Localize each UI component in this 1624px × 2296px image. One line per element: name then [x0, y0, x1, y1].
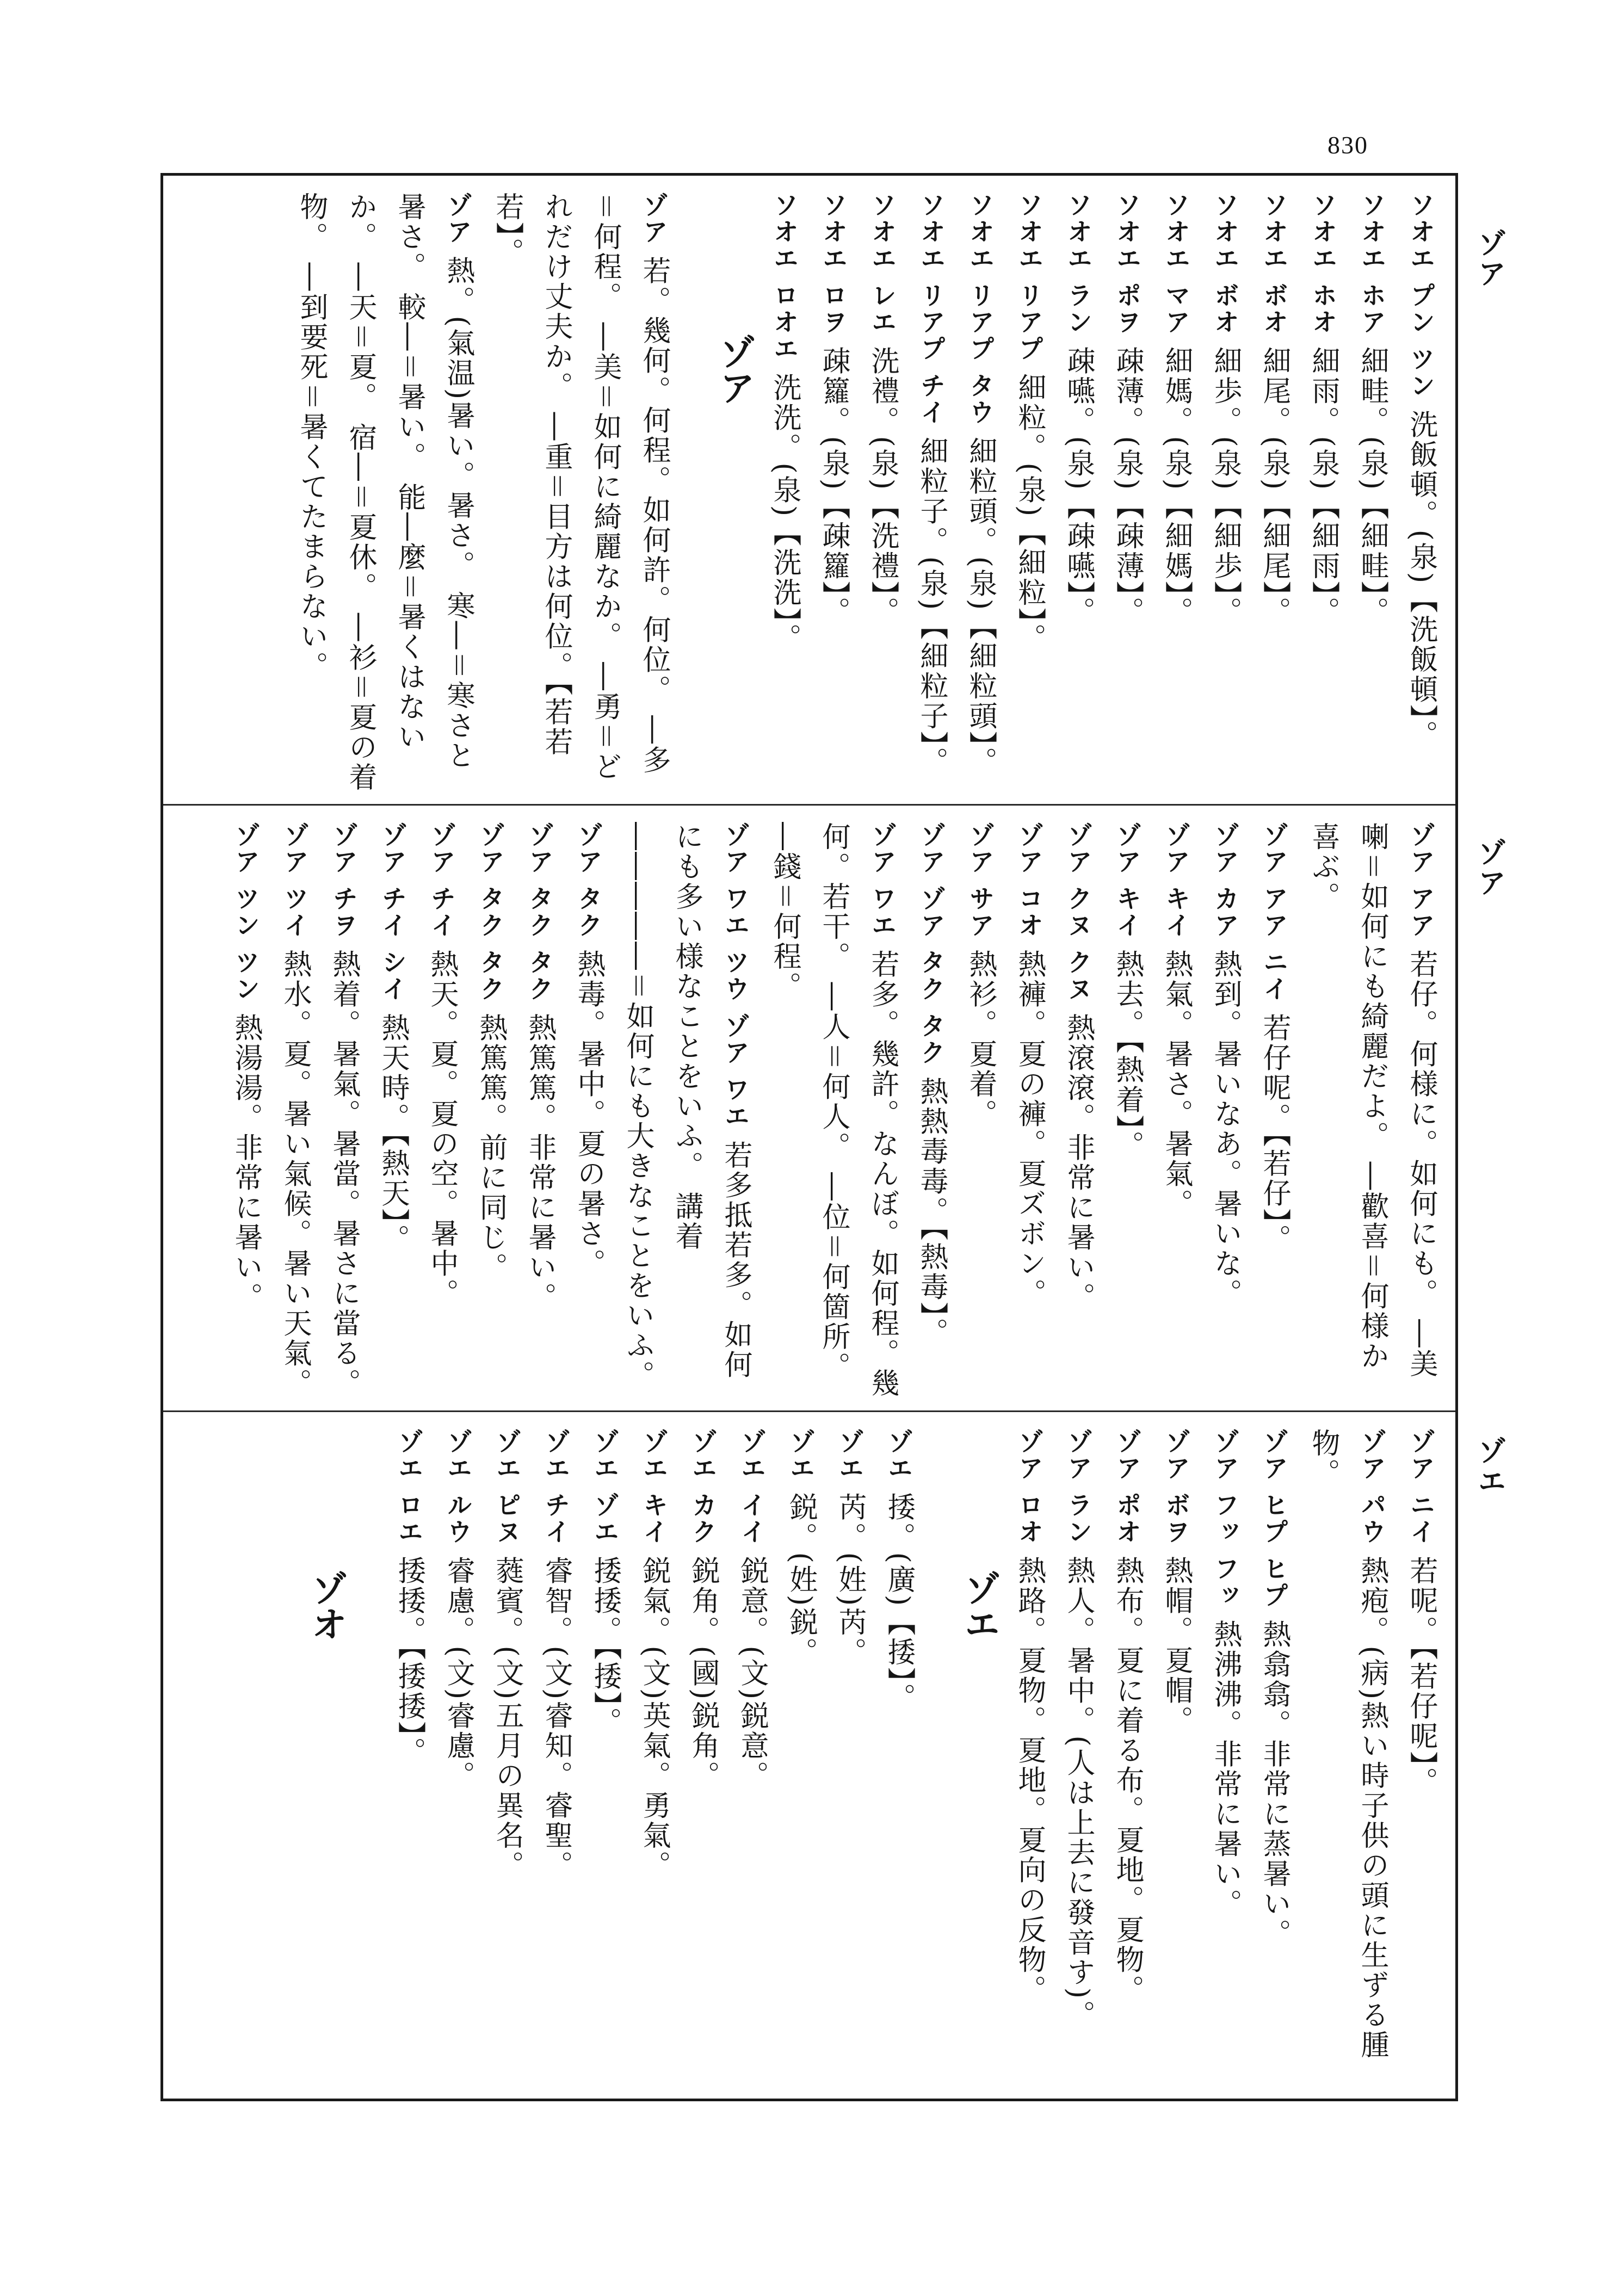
entry-definition: 洗洗。(泉)【洗洗】。 — [768, 373, 801, 654]
entry-headword: ゾエ — [884, 1428, 913, 1482]
entry-headword: ゾア ポオ — [1113, 1428, 1142, 1546]
entry-definition: 若仔。何様に。如何にも。 ―美喇＝如何にも綺麗だよ。 ―歡喜＝何様か喜ぶ。 — [1307, 822, 1437, 1379]
entry-definition: 熱毒。暑中。夏の暑さ。 — [572, 949, 605, 1279]
running-head-bottom: ゾエ — [1473, 1436, 1506, 1497]
entry-definition: 熱沸沸。非常に暑い。 — [1209, 1619, 1242, 1919]
entry-definition: 熱帽。夏帽。 — [1160, 1556, 1193, 1736]
entry-headword: ソオエ プン ツン — [1406, 192, 1436, 400]
entry-definition: 熱衫。夏着。 — [964, 949, 997, 1129]
dictionary-entry — [1348, 192, 1397, 794]
dictionary-entry — [221, 822, 270, 1401]
running-head-top: ゾア — [1473, 228, 1506, 289]
dictionary-entry — [907, 192, 956, 794]
dictionary-entry — [1103, 1428, 1152, 2089]
entry-headword: ゾア ツン ツン — [231, 822, 261, 1003]
entry-headword: ゾア クヌ クヌ — [1064, 822, 1093, 1003]
entry-definition: 熱着。暑氣。暑當。暑さに當る。 — [328, 949, 360, 1398]
entry-definition: 熱去。【熱着】。 — [1111, 949, 1144, 1161]
entry-headword: ゾア ツイ — [280, 822, 310, 939]
entry-headword: ゾア チイ — [427, 822, 456, 939]
entry-headword: ゾア フッ フッ — [1211, 1428, 1240, 1610]
entry-headword: ゾア キイ — [1162, 822, 1191, 939]
entry-definition: 細尾。(泉)【細尾】。 — [1258, 346, 1290, 627]
entry-headword: ソオエ ラン — [1064, 192, 1093, 336]
section-heading: ゾオ — [305, 1570, 347, 1642]
entry-headword: ゾエ ルウ — [443, 1428, 473, 1546]
entry-headword: ゾア アア ニイ — [1259, 822, 1289, 1003]
entry-headword: ソオエ リアプ タウ — [966, 192, 995, 426]
dictionary-entry — [417, 822, 466, 1401]
dictionary-entry — [319, 822, 368, 1401]
dictionary-entry — [1103, 822, 1152, 1401]
section-heading: ゾア — [713, 333, 755, 405]
entry-definition: 芮。(姓)芮。 — [833, 1492, 866, 1668]
dictionary-entry — [613, 822, 760, 1401]
entry-definition: 熱到。暑いなあ。暑いな。 — [1209, 949, 1242, 1309]
entry-headword: ソオエ ロオエ — [770, 192, 799, 363]
entry-definition: 洗禮。(泉)【洗禮】。 — [866, 346, 899, 627]
entry-definition: 睿智。(文)睿知。睿聖。 — [540, 1556, 572, 1881]
entry-headword: ソオエ マア — [1162, 192, 1191, 336]
entry-definition: 熱水。夏。暑い氣候。暑い天氣。 — [279, 949, 311, 1398]
dictionary-entry — [760, 822, 907, 1401]
entry-headword: ゾア ラン — [1064, 1428, 1093, 1546]
entry-headword: ゾエ ピヌ — [492, 1428, 522, 1546]
entry-headword: ゾア タク — [574, 822, 603, 939]
dictionary-entry — [1054, 1428, 1103, 2089]
entry-headword: ゾエ カク — [688, 1428, 718, 1546]
dictionary-entry — [1397, 192, 1446, 794]
entry-headword: ソオエ ポヲ — [1113, 192, 1142, 336]
page-frame — [160, 173, 1458, 2101]
entry-headword: ゾエ — [835, 1428, 865, 1482]
entry-definition: 細畦。(泉)【細畦】。 — [1356, 346, 1388, 627]
entry-headword: ソオエ ボオ — [1211, 192, 1240, 336]
entry-definition: 細粒頭。(泉)【細粒頭】。 — [964, 436, 997, 777]
dictionary-entry — [956, 192, 1005, 794]
entry-definition: 睿慮。(文)睿慮。 — [442, 1556, 474, 1791]
entry-definition: 捼捼。【捼】。 — [589, 1556, 621, 1737]
entry-definition: 鋭。(姓)鋭。 — [785, 1492, 817, 1668]
entry-definition: 蕤賓。(文)五月の異名。 — [491, 1556, 523, 1881]
entry-definition: 洗飯頓。(泉)【洗飯頓】。 — [1405, 410, 1437, 751]
entry-headword: ゾア パウ — [1357, 1428, 1387, 1546]
entry-definition: 熱湯湯。非常に暑い。 — [230, 1013, 262, 1313]
entry-headword: ゾア タク タク — [525, 822, 554, 1003]
section-heading: ゾエ — [958, 1570, 1000, 1642]
dictionary-entry — [678, 1428, 727, 2089]
dictionary-entry — [466, 822, 515, 1401]
band-1 — [163, 176, 1455, 804]
entry-headword: ゾエ ゾエ — [590, 1428, 620, 1546]
running-head-middle: ゾア — [1473, 838, 1506, 899]
dictionary-entry — [1299, 192, 1348, 794]
entry-definition: 細雨。(泉)【細雨】。 — [1307, 346, 1339, 627]
band-1-columns — [173, 192, 1446, 794]
dictionary-entry — [956, 822, 1005, 1401]
entry-headword: ゾア コオ — [1015, 822, 1044, 939]
entry-headword: ゾア ゾア タク タク — [917, 822, 946, 1067]
entry-definition: 熱疱。(病)熱い時子供の頭に生ずる腫物。 — [1307, 1428, 1388, 2060]
entry-definition: 熱熱毒毒。【熱毒】。 — [915, 1076, 948, 1348]
entry-headword: ゾエ イイ — [737, 1428, 767, 1546]
dictionary-entry — [1250, 192, 1299, 794]
dictionary-entry — [1054, 822, 1103, 1401]
entry-headword: ソオエ ボオ — [1259, 192, 1289, 336]
entry-definition: 疎籮。(泉)【疎籮】。 — [817, 346, 850, 627]
entry-headword: ソオエ ホオ — [1308, 192, 1338, 336]
entry-definition: 若呢。【若仔呢】。 — [1405, 1556, 1437, 1797]
entry-definition: 捼捼。【捼捼】。 — [393, 1556, 425, 1767]
dictionary-entry — [727, 1428, 776, 2089]
entry-definition: 疎嚥。(泉)【疎嚥】。 — [1062, 346, 1095, 627]
entry-headword: ソオエ リアプ — [1015, 192, 1044, 363]
dictionary-entry — [581, 1428, 629, 2089]
entry-headword: ゾア ワエ ツウ ゾア ワエ — [721, 822, 750, 1130]
dictionary-entry — [564, 822, 613, 1401]
dictionary-entry — [1152, 192, 1201, 794]
dictionary-entry — [874, 1428, 923, 2089]
dictionary-entry — [1201, 192, 1250, 794]
entry-definition: 熱。(氣温)暑い。暑さ。 寒―＝寒さと暑さ。 較―＝暑い。 能―麼＝暑くはないか。 ―天＝夏。 宿―＝夏休。 ―衫＝夏の着物。 ―到要死＝暑くてたまらない。 — [295, 192, 474, 793]
entry-definition: 熱褲。夏の褲。夏ズボン。 — [1013, 949, 1046, 1309]
column-gap — [352, 1428, 385, 2089]
dictionary-entry — [1054, 192, 1103, 794]
entry-headword: ゾア サア — [966, 822, 995, 939]
entry-definition: 鋭意。(文)鋭意。 — [736, 1556, 768, 1791]
entry-definition: 鋭角。(國)鋭角。 — [687, 1556, 719, 1791]
entry-headword: ゾエ キイ — [639, 1428, 669, 1546]
entry-definition: 熱篤篤。前に同じ。 — [474, 1013, 507, 1283]
dictionary-entry — [825, 1428, 874, 2089]
entry-headword: ゾア — [443, 192, 473, 245]
entry-headword: ゾア ワエ — [868, 822, 897, 939]
band-2-columns — [173, 822, 1446, 1401]
dictionary-entry — [1299, 822, 1446, 1401]
entry-headword: ゾエ — [786, 1428, 816, 1482]
entry-headword: ソオエ レエ — [868, 192, 897, 336]
dictionary-entry — [515, 822, 564, 1401]
band-3 — [163, 1410, 1455, 2099]
entry-definition: 熱氣。暑さ。暑氣。 — [1160, 949, 1193, 1219]
entry-headword: ゾア — [639, 192, 669, 245]
entry-headword: ソオエ リアプ チイ — [917, 192, 946, 426]
dictionary-entry — [368, 822, 417, 1401]
entry-headword: ゾア キイ — [1113, 822, 1142, 939]
entry-definition: 若多。幾許。なんぼ。如何程。幾何。若干。 ―人＝何人。 ―位＝何箇所。 ―錢＝何程。 — [768, 822, 899, 1398]
entry-definition: 細粒。(泉)【細粒】。 — [1013, 373, 1046, 654]
entry-headword: ゾア ニイ — [1406, 1428, 1436, 1546]
entry-definition: 熱布。夏に着る布。夏地。夏物。 — [1111, 1556, 1144, 2005]
dictionary-entry — [1103, 192, 1152, 794]
dictionary-entry — [858, 192, 907, 794]
entry-headword: ゾエ チイ — [541, 1428, 571, 1546]
entry-definition: 熱翕翕。非常に蒸暑い。 — [1258, 1619, 1290, 1949]
entry-definition: 熱篤篤。非常に暑い。 — [523, 1013, 556, 1313]
dictionary-entry — [1005, 1428, 1054, 2089]
dictionary-entry — [907, 822, 956, 1401]
entry-headword: ゾア ヒプ ヒプ — [1259, 1428, 1289, 1610]
entry-definition: 若仔呢。【若仔】。 — [1258, 1013, 1290, 1254]
dictionary-entry — [1201, 1428, 1250, 2089]
entry-definition: 捼。(廣)【捼】。 — [882, 1492, 915, 1713]
dictionary-entry — [1397, 1428, 1446, 2089]
dictionary-entry — [1299, 1428, 1397, 2089]
dictionary-entry — [434, 1428, 483, 2089]
entry-definition: 熱天時。【熱天】。 — [376, 1013, 409, 1254]
dictionary-entry — [776, 1428, 825, 2089]
band-3-columns — [173, 1428, 1446, 2089]
dictionary-entry — [1005, 822, 1054, 1401]
dictionary-entry — [809, 192, 858, 794]
entry-definition: 熱人。暑中。(人は上去に發音す)。 — [1062, 1556, 1095, 2031]
dictionary-entry — [385, 1428, 434, 2089]
dictionary-entry — [629, 1428, 678, 2089]
dictionary-entry — [1250, 1428, 1299, 2089]
entry-headword: ソオエ ロヲ — [819, 192, 848, 336]
entry-headword: ゾア ロオ — [1015, 1428, 1044, 1546]
dictionary-entry — [1250, 822, 1299, 1401]
entry-definition: 若。幾何。何程。如何許。何位。 ―多＝何程。 ―美＝如何に綺麗なか。 ―勇＝どれだけ丈夫か。 ―重＝目方は何位。【若若若】。 — [491, 192, 670, 782]
dictionary-entry — [1201, 822, 1250, 1401]
entry-headword: ゾア チヲ — [329, 822, 359, 939]
page-number: 830 — [1327, 131, 1368, 159]
entry-definition: 細粒子。(泉)【細粒子】。 — [915, 436, 948, 777]
entry-headword: ゾエ ロエ — [394, 1428, 424, 1546]
entry-headword: ゾア カア — [1211, 822, 1240, 939]
entry-definition: 若多抵若多。如何にも多い様なことをいふ。 講着―――――＝如何にも大きなことをいふ。 — [621, 822, 752, 1390]
dictionary-entry — [1005, 192, 1054, 794]
entry-headword: ゾア アア — [1406, 822, 1436, 939]
entry-headword: ゾア タク タク — [476, 822, 505, 1003]
dictionary-entry — [760, 192, 809, 794]
dictionary-entry — [483, 192, 678, 794]
dictionary-entry — [287, 192, 483, 794]
dictionary-entry — [532, 1428, 581, 2089]
entry-headword: ゾア チイ シイ — [378, 822, 407, 1003]
dictionary-entry — [270, 822, 319, 1401]
entry-definition: 熱路。夏物。夏地。夏向の反物。 — [1013, 1556, 1046, 2005]
entry-headword: ゾア ボヲ — [1162, 1428, 1191, 1546]
band-2 — [163, 804, 1455, 1410]
entry-definition: 鋭氣。(文)英氣。勇氣。 — [638, 1556, 670, 1881]
entry-headword: ソオエ ホア — [1357, 192, 1387, 336]
entry-definition: 熱滾滾。非常に暑い。 — [1062, 1013, 1095, 1313]
dictionary-entry — [1152, 1428, 1201, 2089]
entry-definition: 細歩。(泉)【細歩】。 — [1209, 346, 1242, 627]
entry-definition: 疎薄。(泉)【疎薄】。 — [1111, 346, 1144, 627]
entry-definition: 細媽。(泉)【細媽】。 — [1160, 346, 1193, 627]
dictionary-entry — [1152, 822, 1201, 1401]
entry-definition: 熱天。夏。夏の空。暑中。 — [425, 949, 458, 1309]
dictionary-entry — [483, 1428, 532, 2089]
